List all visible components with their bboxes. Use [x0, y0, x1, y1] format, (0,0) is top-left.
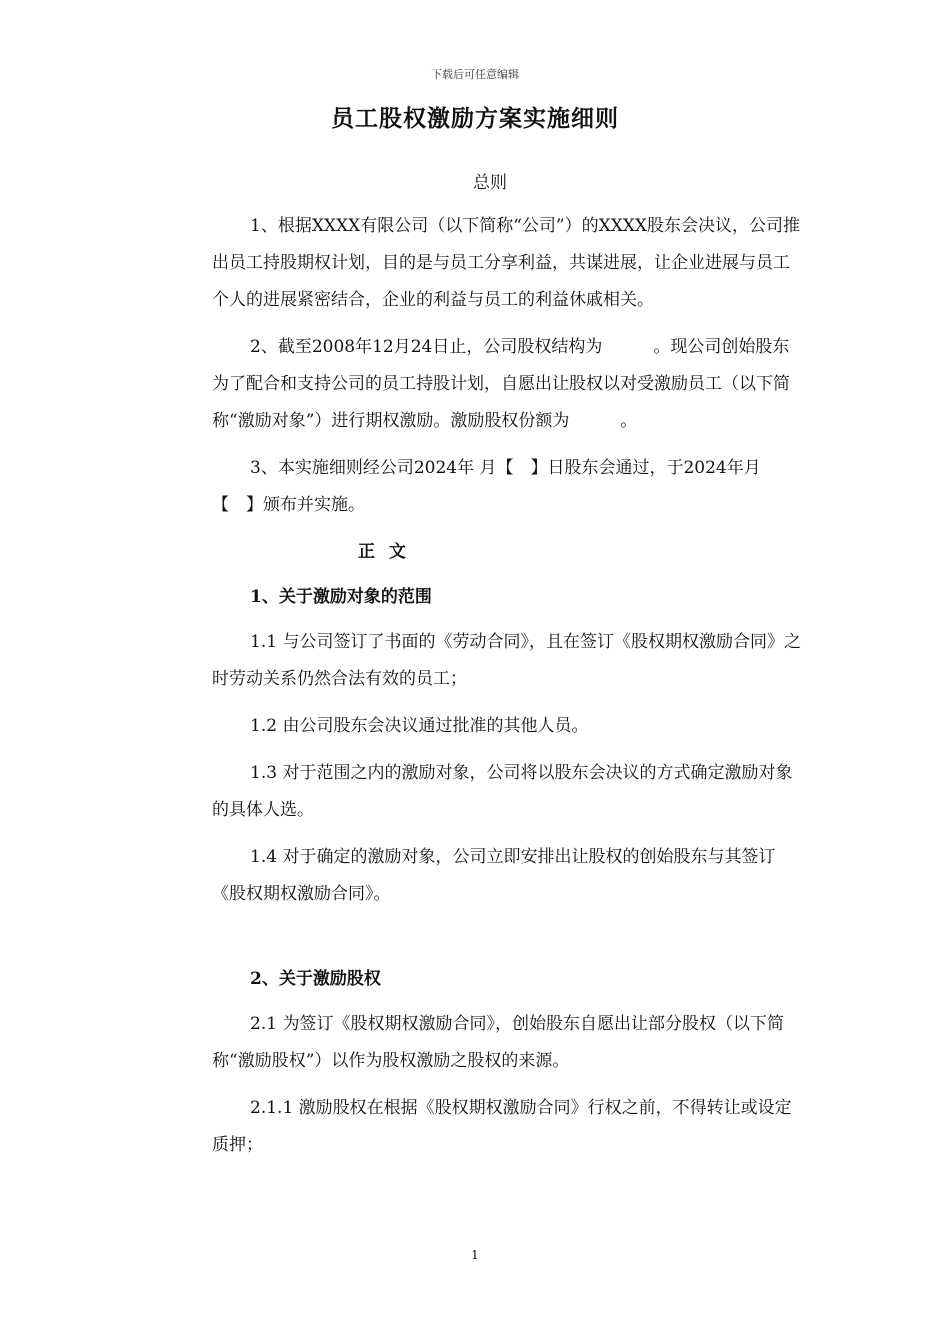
- document-body: [212, 208, 802, 1174]
- equity-paragraph-2-1-1: 2.1.1 激励股权在根据《股权期权激励合同》行权之前，不得转让或设定质押；: [212, 1098, 792, 1155]
- section-body-heading: 正 文: [358, 542, 410, 562]
- scope-paragraph-1-2: 1.2 由公司股东会决议通过批准的其他人员。: [250, 716, 589, 736]
- document-title: 员工股权激励方案实施细则: [331, 105, 619, 132]
- scope-paragraph-1-1: 1.1 与公司签订了书面的《劳动合同》，且在签订《股权期权激励合同》之时劳动关系仍然合法有效的员工；: [212, 632, 801, 689]
- section-general-heading: 总则: [473, 173, 507, 193]
- scope-paragraph-1-4: 1.4 对于确定的激励对象，公司立即安排出让股权的创始股东与其签订《股权期权激励合同》。: [212, 847, 776, 904]
- scope-paragraph-1-3: 1.3 对于范围之内的激励对象，公司将以股东会决议的方式确定激励对象的具体人选。: [212, 763, 793, 820]
- heading-incentive-scope: 1、关于激励对象的范围: [250, 587, 432, 607]
- general-paragraph-1: 1、根据XXXX有限公司（以下简称“公司”）的XXXX股东会决议，公司推出员工持股期权计划，目的是与员工分享利益，共谋进展，让企业进展与员工个人的进展紧密结合，企业的利益与员工的利益休戚相关。: [212, 216, 801, 310]
- general-paragraph-3: 3、本实施细则经公司2024年 月【 】日股东会通过，于2024年月【 】颁布并实施。: [212, 458, 761, 515]
- header-note: 下载后可任意编辑: [431, 68, 519, 81]
- page-number: 1: [471, 1248, 479, 1262]
- spacer: [212, 923, 802, 961]
- heading-incentive-equity: 2、关于激励股权: [250, 969, 381, 989]
- general-paragraph-2: 2、截至2008年12月24日止，公司股权结构为 。现公司创始股东为了配合和支持公司的员工持股计划，自愿出让股权以对受激励员工（以下简称“激励对象”）进行期权激励。激励股权份额为 。: [212, 337, 790, 431]
- equity-paragraph-2-1: 2.1 为签订《股权期权激励合同》，创始股东自愿出让部分股权（以下简称“激励股权”）以作为股权激励之股权的来源。: [212, 1014, 784, 1071]
